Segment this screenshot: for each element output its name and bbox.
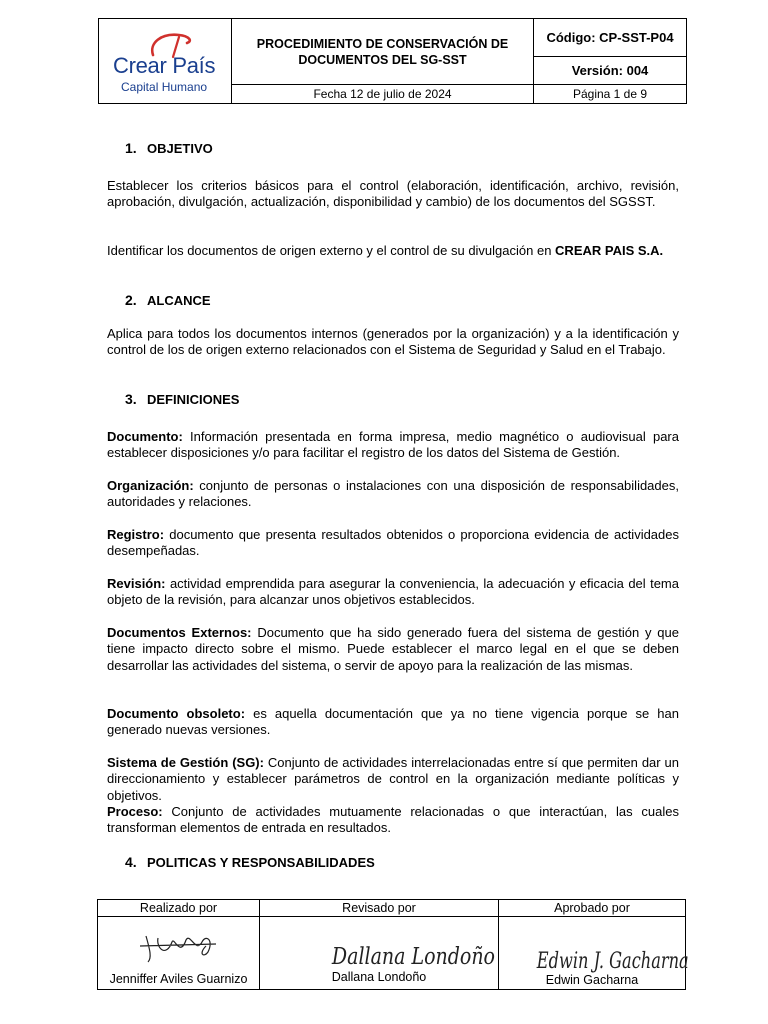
signature-dallana-text: Dallana Londoño [331,942,495,970]
reviewed-by-column [260,900,499,989]
made-by-column [98,900,260,989]
definition-item [107,755,679,804]
signature-table [97,899,689,990]
alcance-paragraph: Aplica para todos los documentos internos (generados por la organización) y a la identificación y control de los de origen externo relacionados con el Sistema de Seguridad y Salud en el Trabajo. [107,326,679,358]
section-heading-definiciones [125,391,239,407]
definition-item [107,706,679,739]
section-heading-objetivo [125,140,213,156]
definition-text: Documento que ha sido generado fuera del sistema de gestión y que tiene impacto directo sobre el mismo. Puede establecer el marco legal en el que se deben desarrollar las actividades del sistema, o servir de apoyo para la realización de las mismas. [107,625,679,673]
definition-item [107,625,679,674]
definition-term: Organización: [107,478,194,493]
section-number: 4. [125,854,137,870]
section-title: DEFINICIONES [147,392,240,407]
objetivo-paragraph-2 [107,243,679,259]
logo-cell [99,19,232,103]
signature-jenniffer-icon [136,928,226,966]
company-name: CREAR PAIS S.A. [555,243,664,258]
definition-term: Registro: [107,527,165,542]
definition-text: actividad emprendida para asegurar la conveniencia, la adecuación y eficacia del tema objeto de la revisión, para alcanzar unos objetivos establecidos. [107,576,679,608]
page-number: Página 1 de 9 [572,87,648,101]
document-date: Fecha 12 de julio de 2024 [232,85,534,103]
signature-edwin-icon [535,928,689,974]
objetivo-text: Identificar los documentos de origen externo y el control de su divulgación en [107,243,556,258]
definition-item [107,429,679,462]
definition-item [107,804,679,837]
approved-by-column [499,900,689,989]
made-by-name: Jenniffer Aviles Guarnizo [109,972,248,986]
definition-text: Conjunto de actividades mutuamente relacionadas o que interactúan, las cuales transforman elementos de entrada en resultados. [107,804,679,836]
section-heading-politicas [125,854,375,870]
definition-item [107,576,679,609]
section-number: 1. [125,140,137,156]
signature-dallana-icon [330,934,495,970]
logo-brand: Crear País [113,53,216,78]
reviewed-by-label: Revisado por [260,900,498,917]
definition-text: documento que presenta resultados obtenidos o proporciona evidencia de actividades desempeñadas. [107,527,679,559]
definition-text: Información presentada en forma impresa, medio magnético o audiovisual para establecer disposiciones y/o para facilitar el registro de los datos del Sistema de Gestión. [107,429,679,461]
definition-term: Documento obsoleto: [107,706,246,721]
definition-term: Documentos Externos: [107,625,252,640]
approved-by-name: Edwin Gacharna [545,973,639,987]
section-heading-alcance [125,292,211,308]
definition-term: Documento: [107,429,183,444]
document-title: PROCEDIMIENTO DE CONSERVACIÓN DE DOCUMENTOS DEL SG-SST [232,19,534,85]
objetivo-paragraph-1: Establecer los criterios básicos para el control (elaboración, identificación, archivo, revisión, aprobación, divulgación, actualización, disponibilidad y cambio) de los documentos del SGSST. [107,178,679,210]
signature-edwin-text: Edwin J. Gacharna [536,947,689,974]
reviewed-by-name: Dallana Londoño [331,970,427,984]
definition-term: Sistema de Gestión (SG): [107,755,264,770]
document-code: Código: CP-SST-P04 [534,19,686,57]
definition-item [107,527,679,560]
definition-term: Proceso: [107,804,163,819]
logo-subtitle: Capital Humano [121,80,208,94]
definition-item [107,478,679,511]
definition-term: Revisión: [107,576,166,591]
approved-by-label: Aprobado por [499,900,685,917]
definition-text: es aquella documentación que ya no tiene vigencia porque se han generado nuevas versiones. [107,706,679,738]
section-number: 2. [125,292,137,308]
section-title: POLITICAS Y RESPONSABILIDADES [147,855,375,870]
section-title: ALCANCE [147,293,211,308]
made-by-label: Realizado por [98,900,259,917]
section-title: OBJETIVO [147,141,213,156]
section-number: 3. [125,391,137,407]
definition-text: Conjunto de actividades interrelacionadas entre sí que permiten dar un direccionamiento y establecer parámetros de control en la organización mediante políticas y objetivos. [107,755,679,803]
document-version: Versión: 004 [534,57,686,85]
definition-text: conjunto de personas o instalaciones con una disposición de responsabilidades, autoridades y relaciones. [107,478,679,510]
document-header [98,18,687,104]
